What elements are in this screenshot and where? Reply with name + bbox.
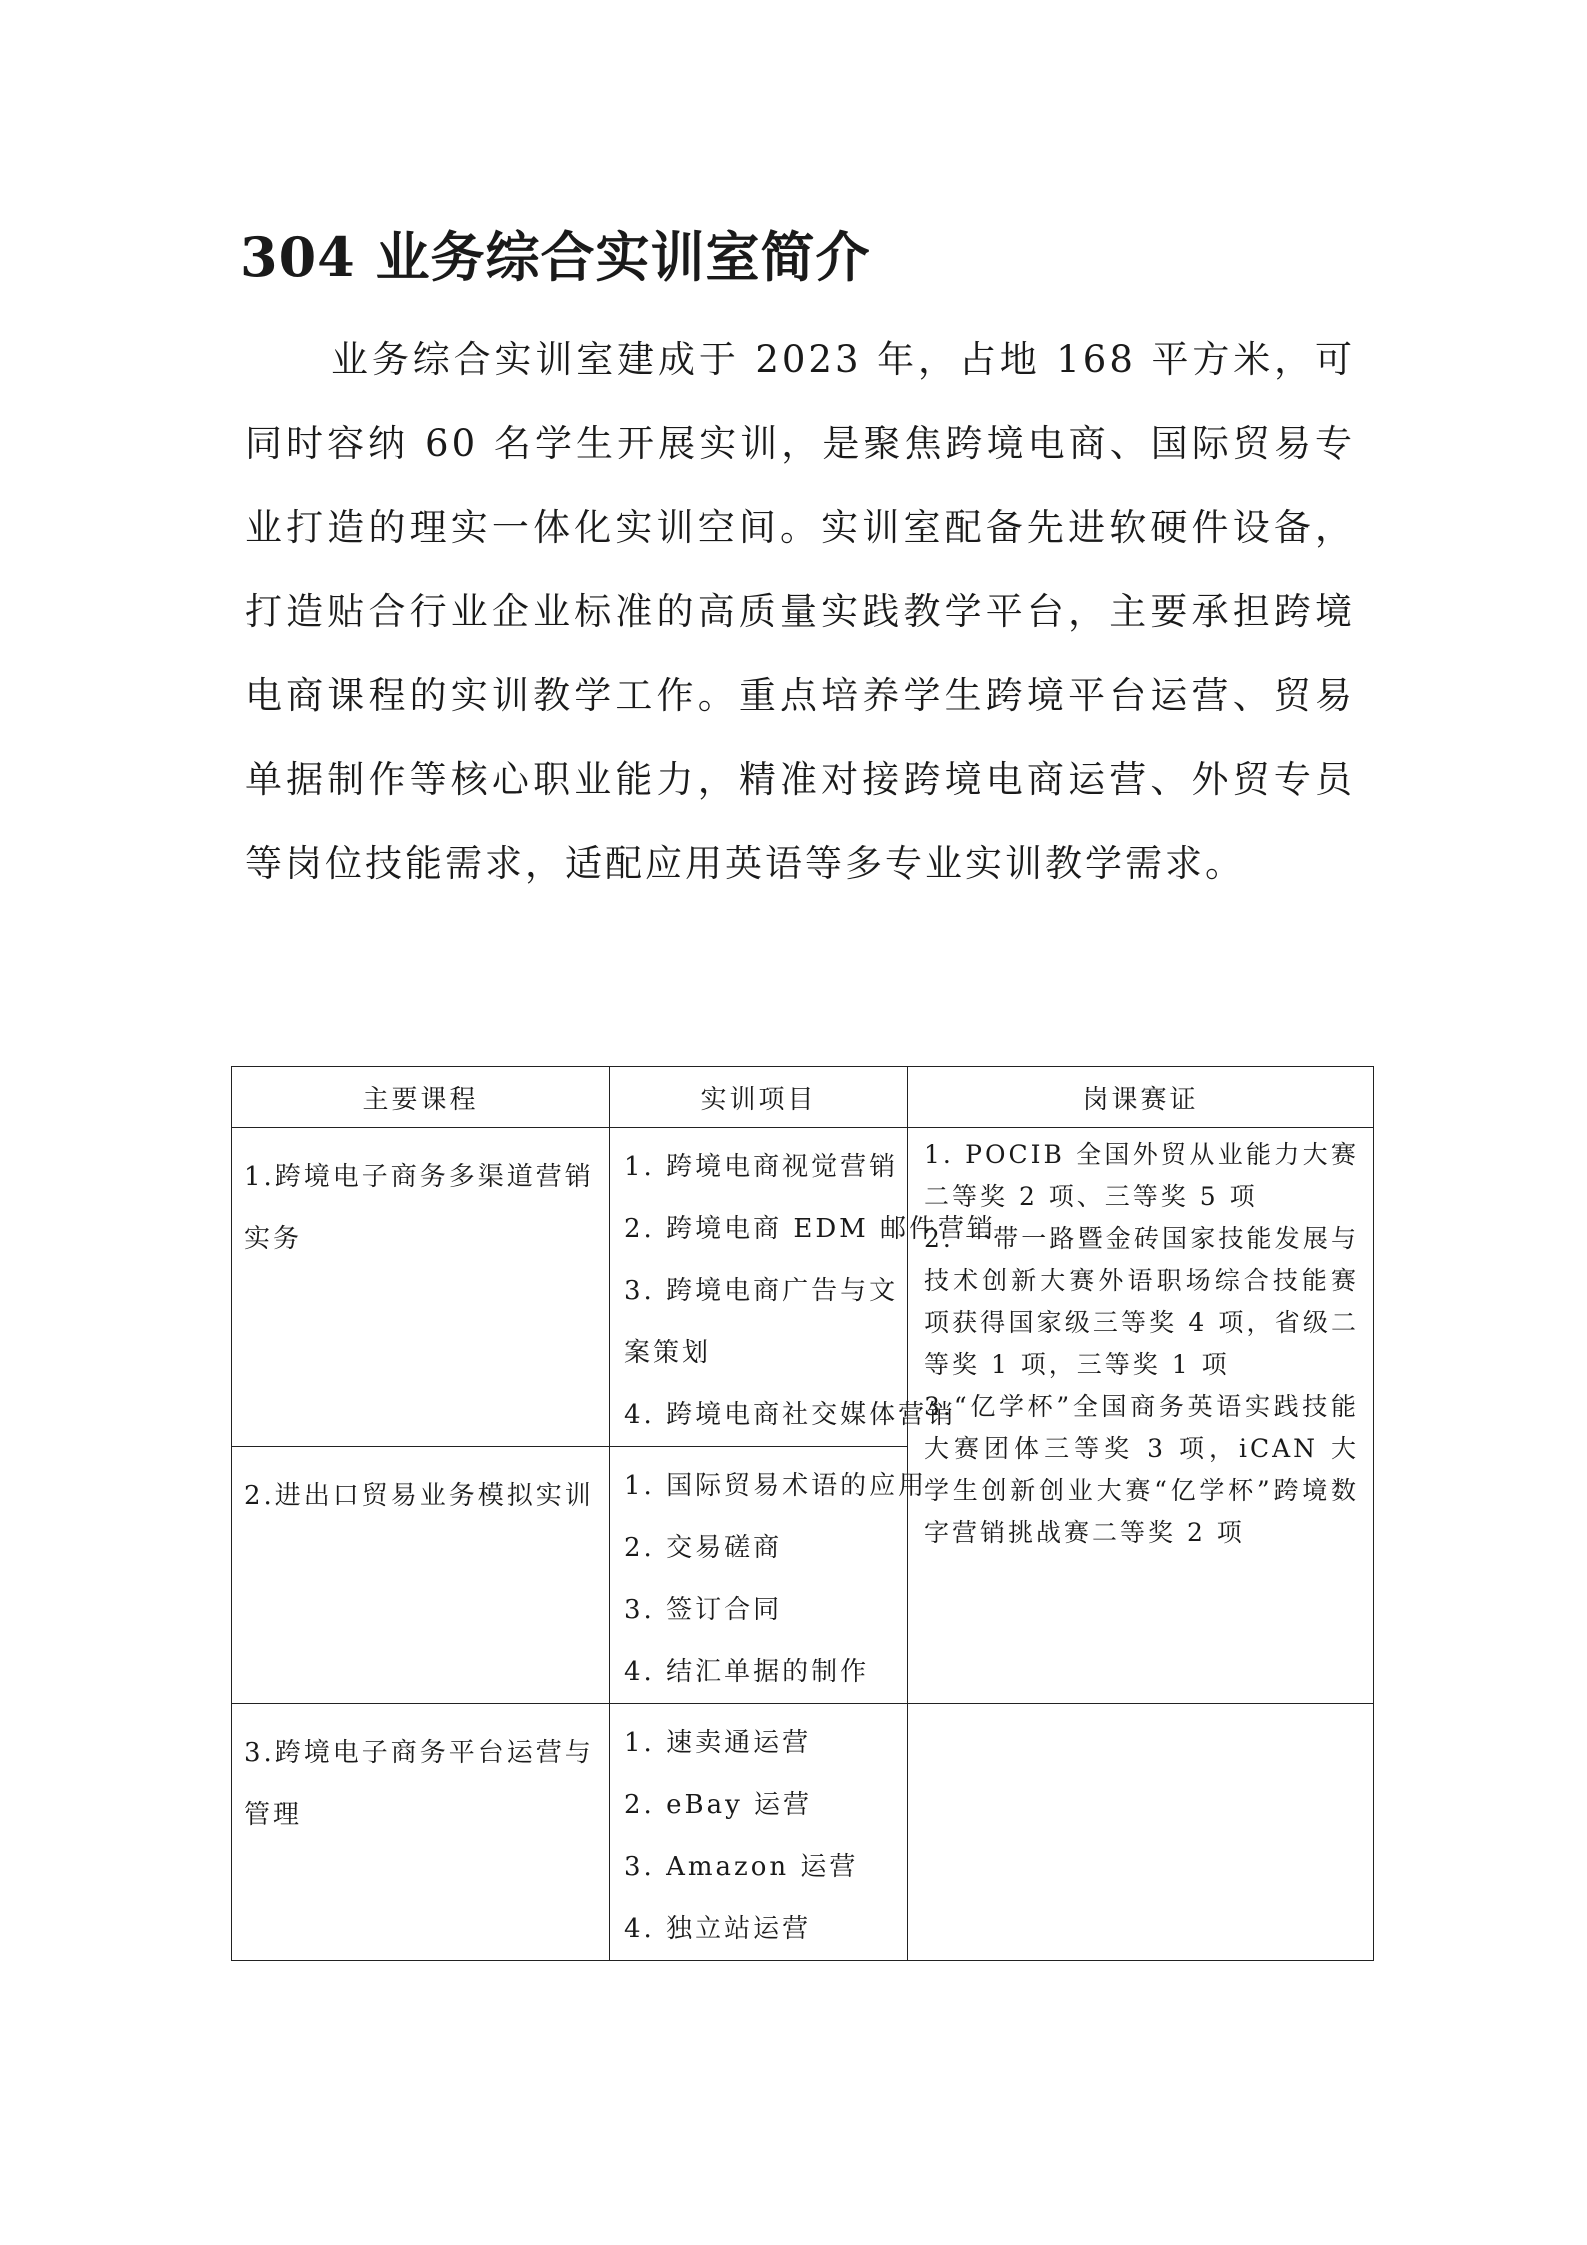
project-item: 2. eBay 运营 bbox=[624, 1790, 813, 1820]
page-title: 304 业务综合实训室简介 bbox=[240, 225, 871, 289]
project-item: 2. 跨境电商 EDM 邮件营销 bbox=[624, 1214, 997, 1244]
table-header-row bbox=[232, 1067, 1374, 1128]
project-item: 4. 跨境电商社交媒体营销 bbox=[624, 1400, 957, 1430]
table-row bbox=[232, 1704, 1374, 1961]
projects-cell bbox=[610, 1447, 928, 1704]
project-item: 4. 结汇单据的制作 bbox=[624, 1657, 870, 1687]
course-cell: 3.跨境电子商务平台运营与管理 bbox=[232, 1704, 610, 1961]
project-item: 1. 跨境电商视觉营销 bbox=[624, 1152, 899, 1182]
header-main-courses: 主要课程 bbox=[232, 1067, 610, 1128]
award-item: 3.“亿学杯”全国商务英语实践技能大赛团体三等奖 3 项，iCAN 大学生创新创业大赛“亿学杯”跨境数字营销挑战赛二等奖 2 项 bbox=[924, 1392, 1359, 1547]
project-item: 1. 速卖通运营 bbox=[624, 1728, 812, 1758]
awards-cell bbox=[908, 1128, 1374, 1704]
award-item: 2. 一带一路暨金砖国家技能发展与技术创新大赛外语职场综合技能赛项获得国家级三等奖 4 项，省级二等奖 1 项，三等奖 1 项 bbox=[924, 1224, 1359, 1379]
projects-cell bbox=[610, 1128, 997, 1447]
header-training-projects: 实训项目 bbox=[610, 1067, 908, 1128]
award-item: 1. POCIB 全国外贸从业能力大赛二等奖 2 项、三等奖 5 项 bbox=[924, 1140, 1359, 1211]
project-item: 3. 签订合同 bbox=[624, 1595, 783, 1625]
empty-cell bbox=[908, 1704, 1374, 1961]
project-item: 4. 独立站运营 bbox=[624, 1914, 812, 1944]
project-item: 3. 跨境电商广告与文案策划 bbox=[624, 1276, 899, 1368]
projects-cell bbox=[610, 1704, 908, 1961]
training-table bbox=[231, 1066, 1374, 1961]
project-item: 1. 国际贸易术语的应用 bbox=[624, 1471, 928, 1501]
intro-paragraph: 业务综合实训室建成于 2023 年，占地 168 平方米，可同时容纳 60 名学生开展实训，是聚焦跨境电商、国际贸易专业打造的理实一体化实训空间。实训室配备先进软硬件设备，打造贴合行业企业标准的高质量实践教学平台，主要承担跨境电商课程的实训教学工作。重点培养学生跨境平台运营、贸易单据制作等核心职业能力，精准对接跨境电商运营、外贸专员等岗位技能需求，适配应用英语等多专业实训教学需求。 bbox=[245, 338, 1355, 885]
course-cell: 1.跨境电子商务多渠道营销实务 bbox=[232, 1128, 610, 1447]
table-row bbox=[232, 1128, 1374, 1447]
project-item: 2. 交易磋商 bbox=[624, 1533, 783, 1563]
course-cell: 2.进出口贸易业务模拟实训 bbox=[232, 1447, 610, 1704]
project-item: 3. Amazon 运营 bbox=[624, 1852, 859, 1882]
header-job-course-competition: 岗课赛证 bbox=[908, 1067, 1374, 1128]
